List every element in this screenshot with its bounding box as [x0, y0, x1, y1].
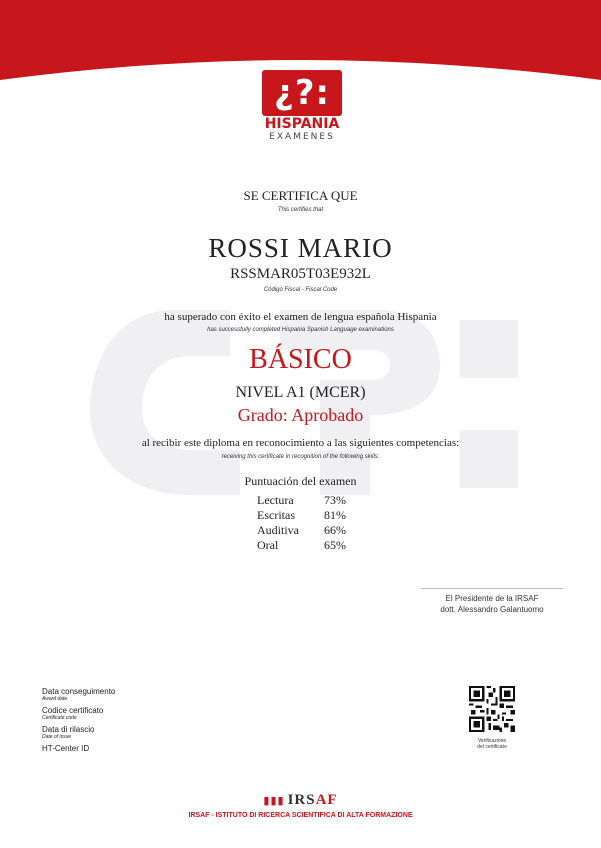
recognition-text: al recibir este diploma en reconocimiento a las siguientes competencias:	[141, 437, 460, 449]
certificate-code-label-en: Certificate code	[42, 715, 77, 721]
irsaf-mark-icon: ▮▮▮	[263, 794, 285, 807]
verification-label	[452, 738, 532, 750]
scores-title: Puntuación del examen	[244, 474, 357, 488]
grade: Grado: Aprobado	[237, 405, 364, 425]
certifies-heading-en: This certifies that	[277, 207, 324, 213]
recognition-text-en: receiving this certificate in recognition of the following skills:	[221, 454, 380, 460]
irsaf-logo	[0, 792, 601, 809]
issue-date-label-en: Date of issue	[42, 734, 72, 740]
verification-line-1: Verificazione	[477, 738, 507, 744]
institute-name: IRSAF - ISTITUTO DI RICERCA SCIENTIFICA DI ALTA FORMAZIONE	[188, 812, 413, 819]
center-id-label: HT-Center ID	[42, 744, 90, 753]
skill-score: 65%	[324, 538, 346, 552]
fiscal-code: RSSMAR05T03E932L	[230, 266, 371, 282]
issue-date-label: Data di rilascio	[42, 725, 95, 734]
skill-score: 73%	[324, 493, 346, 507]
skill-name: Lectura	[257, 493, 294, 507]
award-date-label-en: Award date	[42, 696, 68, 702]
skill-score: 66%	[324, 523, 346, 537]
skill-name: Auditiva	[257, 523, 299, 537]
passed-text-en: has successfully completed Hispania Spanish Language examinations	[207, 327, 394, 333]
signature-block	[421, 588, 563, 615]
skill-name: Oral	[257, 538, 279, 552]
passed-text: ha superado con éxito el examen de lengua española Hispania	[164, 311, 437, 323]
certificate-metadata	[42, 687, 115, 753]
logo-glyph: ¿?:	[273, 73, 331, 113]
certifies-heading: SE CERTIFICA QUE	[243, 188, 358, 203]
verification-line-2: del certificato	[477, 744, 507, 750]
fiscal-code-label: Código Fiscal - Fiscal Code	[263, 287, 338, 293]
candidate-name: ROSSI MARIO	[208, 233, 393, 263]
certificate-code-label: Codice certificato	[42, 706, 104, 715]
level-title: BÁSICO	[249, 344, 352, 375]
irsaf-logo-left: IRS	[287, 792, 316, 808]
qr-code-icon[interactable]	[469, 686, 515, 732]
hispania-logo	[258, 70, 346, 140]
signature-role: El Presidente de la IRSAF	[445, 594, 539, 603]
award-date-label: Data conseguimento	[42, 687, 116, 696]
skill-score: 81%	[324, 508, 346, 522]
skill-name: Escritas	[257, 508, 295, 522]
level-name: NIVEL A1 (MCER)	[235, 384, 366, 401]
logo-subtitle: EXAMENES	[269, 132, 335, 142]
signature-person: dott. Alessandro Galantuomo	[440, 605, 544, 614]
logo-name: HISPANIA	[264, 116, 340, 132]
irsaf-logo-right: AF	[315, 792, 338, 808]
